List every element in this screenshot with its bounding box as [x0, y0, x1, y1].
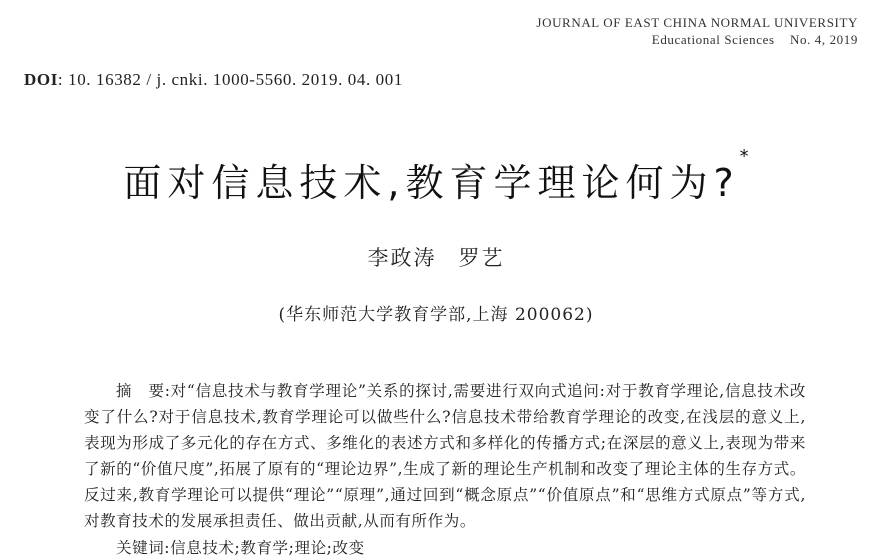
article-title [0, 146, 872, 207]
doi-line [24, 70, 403, 90]
doi-value: : 10. 16382 / j. cnki. 1000-5560. 2019. 04. 001 [57, 70, 403, 89]
abstract [84, 378, 806, 534]
journal-issue: Educational Sciences No. 4, 2019 [651, 32, 858, 47]
affiliation: (华东师范大学教育学部,上海 200062) [278, 305, 594, 325]
keywords [116, 536, 365, 558]
journal-name: JOURNAL OF EAST CHINA NORMAL UNIVERSITY [536, 15, 858, 30]
doi-label: DOI [24, 70, 58, 89]
abstract-label: 摘 要: [116, 382, 171, 400]
journal-header [536, 14, 858, 48]
author-list [0, 242, 872, 272]
abstract-text: 对“信息技术与教育学理论”关系的探讨,需要进行双向式追问:对于教育学理论,信息技术改变了什么?对于信息技术,教育学理论可以做些什么?信息技术带给教育学理论的改变,在浅层的意义上,表现为形成了多元化的存在方式、多维化的表述方式和多样化的传播方式;在深层的意义上,表现为带来了新的“价值尺度”,拓展了原有的“理论边界”,生成了新的理论生产机制和改变了理论主体的生存方式。反过来,教育学理论可以提供“理论”“原理”,通过回到“概念原点”“价值原点”和“思维方式原点”等方式,对教育技术的发展承担责任、做出贡献,从而有所作为。 [84, 382, 806, 530]
author-name: 李政涛 [367, 246, 437, 270]
keywords-label: 关键词: [116, 539, 171, 557]
author-name: 罗艺 [458, 246, 505, 270]
title-text: 面对信息技术,教育学理论何为? [123, 161, 740, 205]
keywords-text: 信息技术;教育学;理论;改变 [170, 539, 365, 557]
title-footnote-mark: * [739, 146, 749, 167]
